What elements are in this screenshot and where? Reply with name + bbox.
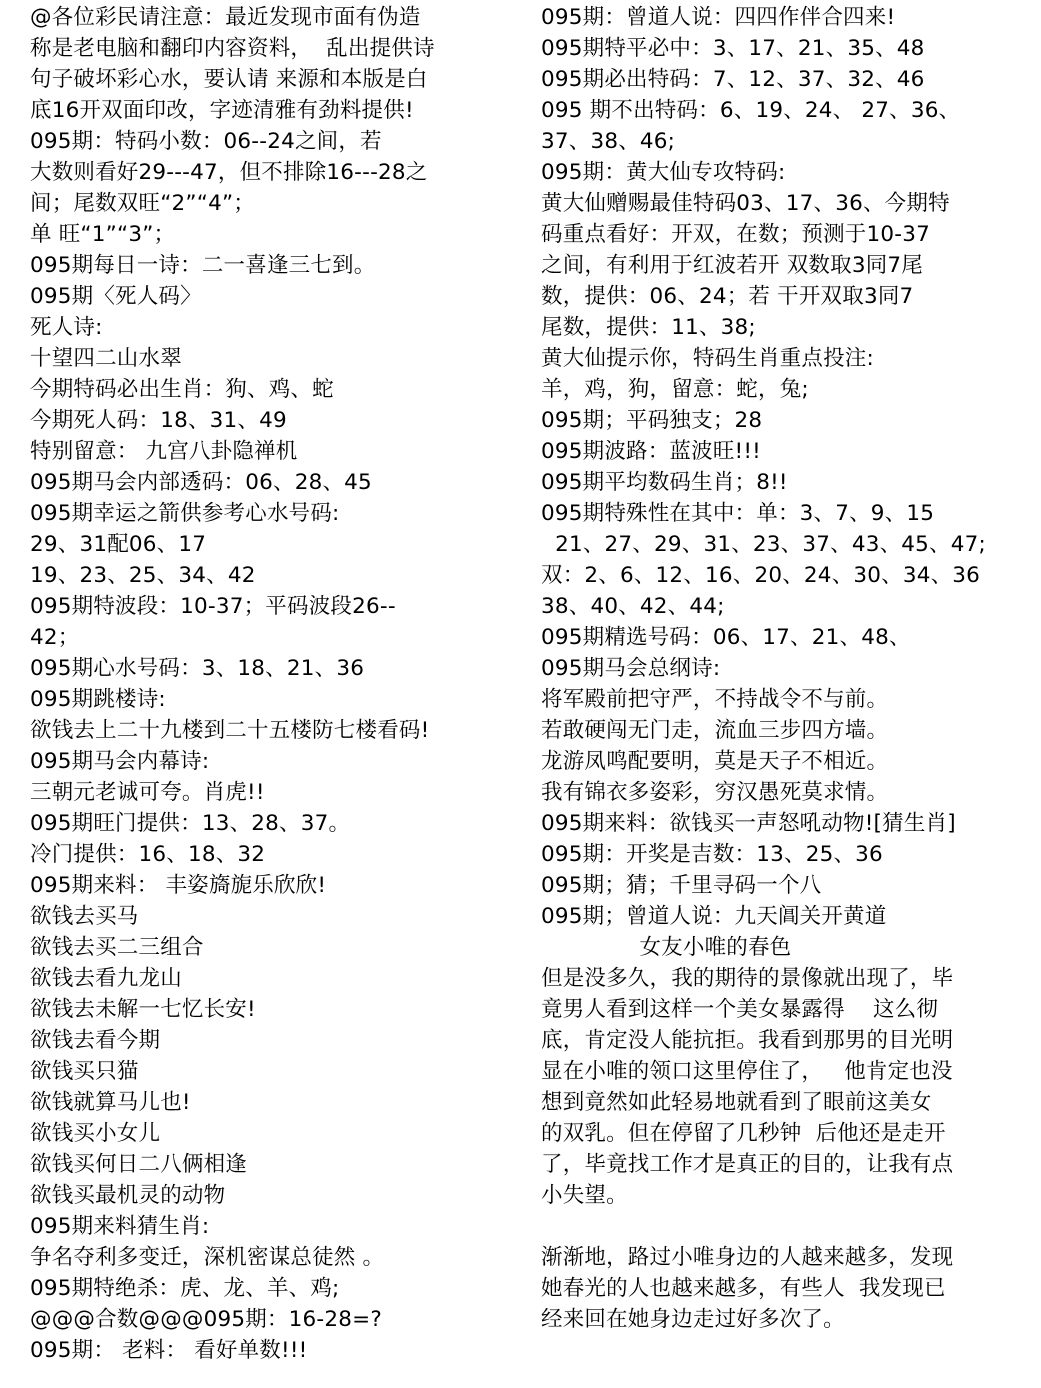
left-text-line: 42； [30, 625, 80, 650]
right-text-line: 黄大仙赠赐最佳特码03、17、36、今期特 [541, 191, 950, 216]
left-text-line: 欲钱去买马 [30, 904, 139, 929]
right-text-line: 小失望。 [541, 1183, 628, 1208]
right-text-line: 底，肯定没人能抗拒。我看到那男的目光明 [541, 1028, 954, 1053]
left-text-line: 十望四二山水翠 [30, 346, 182, 371]
left-text-line: 争名夺利多变迁，深机密谋总徒然 。 [30, 1245, 385, 1270]
right-text-line: 095期；猜；千里寻码一个八 [541, 873, 822, 898]
right-text-line: 将军殿前把守严，不持战令不与前。 [541, 687, 889, 712]
right-text-line: 095 期不出特码：6、19、24、 27、36、 [541, 98, 961, 123]
left-text-line: 095期来料猜生肖: [30, 1214, 210, 1239]
left-text-line: 冷门提供：16、18、32 [30, 842, 266, 867]
right-text-line: 38、40、42、44; [541, 594, 725, 619]
right-text-line: 21、27、29、31、23、37、43、45、47; [541, 532, 986, 557]
right-text-line: 双：2、6、12、16、20、24、30、34、36 [541, 563, 981, 588]
left-text-line: 今期特码必出生肖：狗、鸡、蛇 [30, 377, 334, 402]
left-text-line: 欲钱买小女儿 [30, 1121, 161, 1146]
right-text-line: 095期：黄大仙专攻特码: [541, 160, 786, 185]
left-text-line: 095期幸运之箭供参考心水号码: [30, 501, 340, 526]
left-column [30, 2, 508, 1366]
left-text-line: 句子破坏彩心水，要认请 来源和本版是白 [30, 67, 428, 92]
right-text-line: 黄大仙提示你，特码生肖重点投注: [541, 346, 874, 371]
left-text-line: 095期特绝杀：虎、龙、羊、鸡; [30, 1276, 340, 1301]
left-text-line: 095期〈死人码〉 [30, 284, 202, 309]
left-text-line: 欲钱买何日二八俩相逢 [30, 1152, 248, 1177]
right-text-line: 095期特殊性在其中：单：3、7、9、15 [541, 501, 935, 526]
right-text-line: 码重点看好：开双，在数；预测于10-37 [541, 222, 930, 247]
left-text-line: 欲钱买只猫 [30, 1059, 139, 1084]
left-text-line: 欲钱去看九龙山 [30, 966, 182, 991]
right-text-line: 095期：曾道人说：四四作伴合四来! [541, 5, 896, 30]
left-text-line: 欲钱去上二十九楼到二十五楼防七楼看码! [30, 718, 430, 743]
right-text-line: 095期；平码独支；28 [541, 408, 763, 433]
left-text-line: 欲钱去看今期 [30, 1028, 161, 1053]
right-text-line: 羊，鸡，狗，留意：蛇，兔; [541, 377, 809, 402]
left-text-line: @各位彩民请注意：最近发现市面有伪造 [30, 5, 421, 30]
right-text-line: 她春光的人也越来越多，有些人 我发现已 [541, 1276, 946, 1301]
right-text-line [541, 1211, 1026, 1242]
right-text-line: 095期波路：蓝波旺!!! [541, 439, 761, 464]
right-column [541, 2, 1026, 1335]
right-text-line: 095期；曾道人说：九天阊关开黄道 [541, 904, 887, 929]
right-text-line: 我有锦衣多姿彩，穷汉愚死莫求情。 [541, 780, 889, 805]
right-text-line: 37、38、46; [541, 129, 676, 154]
right-text-line: 095期特平必中：3、17、21、35、48 [541, 36, 925, 61]
left-text-line: 今期死人码：18、31、49 [30, 408, 287, 433]
left-text-line: 095期特波段：10-37；平码波段26-- [30, 594, 396, 619]
right-text-line: 经来回在她身边走过好多次了。 [541, 1307, 845, 1332]
left-text-line: @@@合数@@@095期：16-28=? [30, 1307, 382, 1332]
right-text-line: 女友小唯的春色 [541, 935, 792, 960]
left-text-line: 095期跳楼诗: [30, 687, 166, 712]
right-text-line: 095期马会总纲诗: [541, 656, 721, 681]
left-text-line: 095期旺门提供：13、28、37。 [30, 811, 351, 836]
left-text-line: 三朝元老诚可夸。肖虎!! [30, 780, 265, 805]
left-text-line: 欲钱去未解一七忆长安! [30, 997, 256, 1022]
right-text-line: 之间，有利用于红波若开 双数取3同7尾 [541, 253, 923, 278]
left-text-line: 095期每日一诗：二一喜逢三七到。 [30, 253, 376, 278]
right-text-line: 095期必出特码：7、12、37、32、46 [541, 67, 925, 92]
left-text-line: 单 旺“1”“3”； [30, 222, 176, 247]
left-text-line: 称是老电脑和翻印内容资料， 乱出提供诗 [30, 36, 435, 61]
left-text-line: 29、31配06、17 [30, 532, 207, 557]
right-text-line: 095期精选号码：06、17、21、48、 [541, 625, 911, 650]
right-text-line: 095期：开奖是吉数：13、25、36 [541, 842, 883, 867]
right-text-line: 数，提供：06、24；若 干开双取3同7 [541, 284, 914, 309]
left-text-line: 底16开双面印改，字迹清雅有劲料提供! [30, 98, 414, 123]
left-text-line: 095期心水号码：3、18、21、36 [30, 656, 365, 681]
right-text-line: 但是没多久，我的期待的景像就出现了，毕 [541, 966, 954, 991]
left-text-line: 欲钱去买二三组合 [30, 935, 204, 960]
left-text-line: 095期：特码小数：06--24之间，若 [30, 129, 382, 154]
left-text-line: 095期来料： 丰姿旖旎乐欣欣! [30, 873, 327, 898]
left-text-line: 欲钱就算马儿也! [30, 1090, 191, 1115]
right-text-line: 095期来料：欲钱买一声怒吼动物![猜生肖] [541, 811, 956, 836]
right-text-line: 显在小唯的领口这里停住了， 他肯定也没 [541, 1059, 953, 1084]
left-text-line: 095期： 老料： 看好单数!!! [30, 1338, 308, 1363]
left-text-line: 死人诗: [30, 315, 103, 340]
left-text-line: 19、23、25、34、42 [30, 563, 256, 588]
right-text-line: 龙游凤鸣配要明，莫是天子不相近。 [541, 749, 889, 774]
left-text-line: 欲钱买最机灵的动物 [30, 1183, 226, 1208]
right-text-line: 渐渐地，路过小唯身边的人越来越多，发现 [541, 1245, 954, 1270]
left-text-line: 095期马会内幕诗: [30, 749, 210, 774]
left-text-line: 间；尾数双旺“2”“4”； [30, 191, 256, 216]
left-text-line: 特别留意： 九宫八卦隐禅机 [30, 439, 298, 464]
right-text-line: 若敢硬闯无门走，流血三步四方墙。 [541, 718, 889, 743]
left-text-line: 095期马会内部透码：06、28、45 [30, 470, 372, 495]
right-text-line: 竟男人看到这样一个美女暴露得 这么彻 [541, 997, 939, 1022]
right-text-line: 的双乳。但在停留了几秒钟 后他还是走开 [541, 1121, 946, 1146]
right-text-line: 095期平均数码生肖；8!! [541, 470, 788, 495]
right-text-line: 想到竟然如此轻易地就看到了眼前这美女 [541, 1090, 932, 1115]
right-text-line: 尾数，提供：11、38; [541, 315, 756, 340]
left-text-line: 大数则看好29---47，但不排除16---28之 [30, 160, 428, 185]
right-text-line: 了，毕竟找工作才是真正的目的，让我有点 [541, 1152, 954, 1177]
